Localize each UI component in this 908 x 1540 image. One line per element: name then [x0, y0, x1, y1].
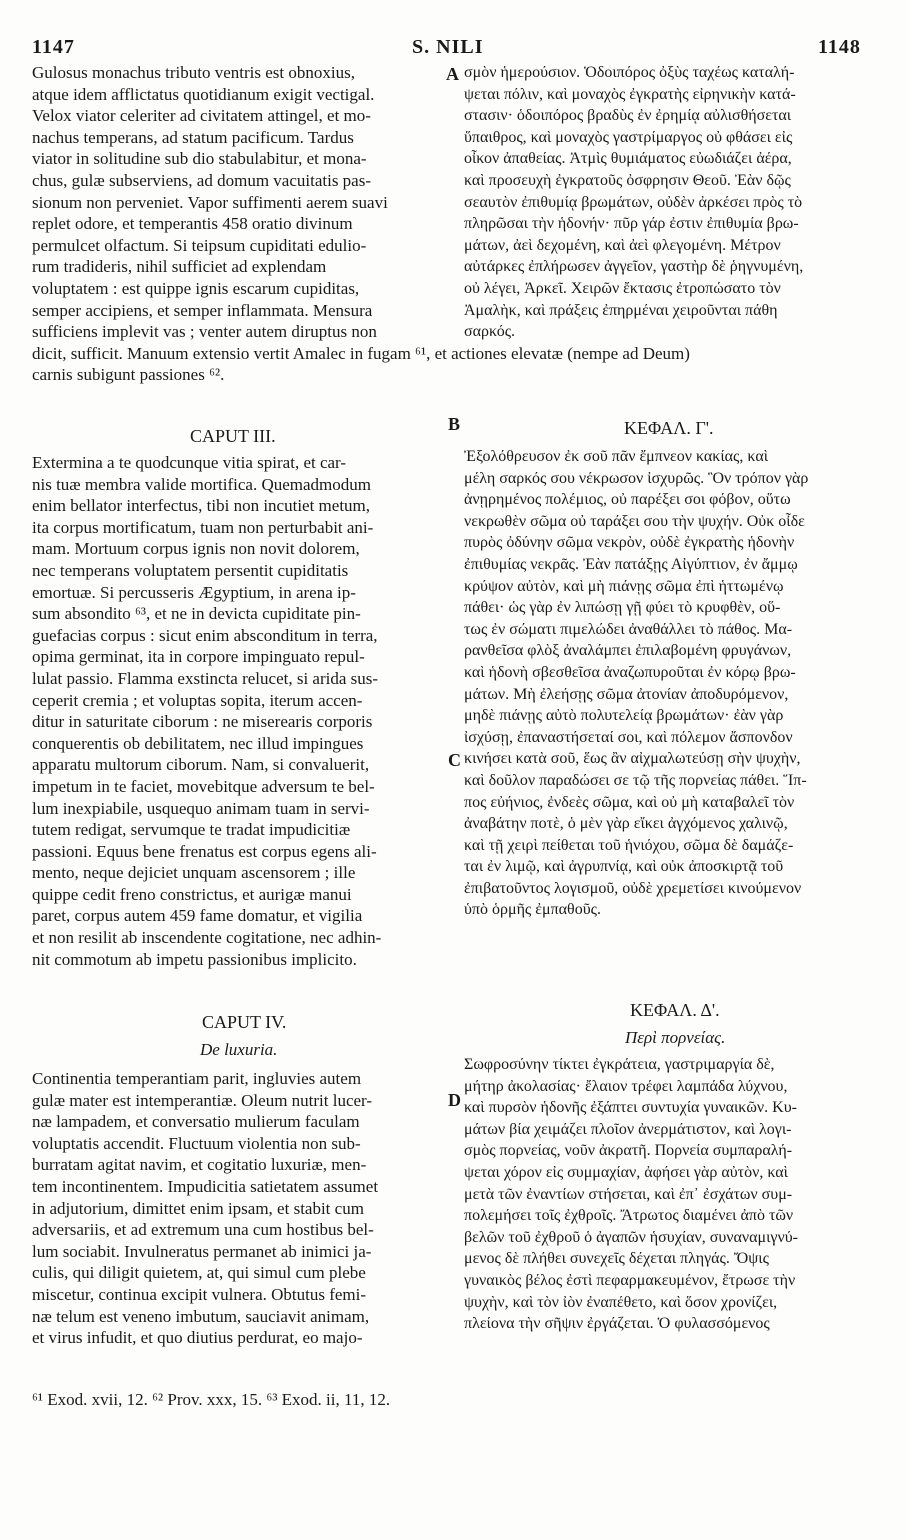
text-line: quippe cedit freno constrictus, et aurigæ manui [32, 884, 352, 904]
kefal-4-heading: ΚΕΦΑΛ. Δ'. [630, 1000, 720, 1020]
text-line: carnis subigunt passiones ⁶². [32, 365, 225, 385]
text-line: et non resilit ab inscendente cogitatione, nec adhin- [32, 928, 382, 948]
text-line: sum absondito ⁶³, et ne in devicta cupiditate pin- [32, 604, 361, 624]
text-line: μηδὲ πιάνῃς αὐτὸ πολυτελείᾳ βρωμάτων· ἐὰν γὰρ [464, 707, 784, 725]
text-line: ψεται χόρον εἰς συμμαχίαν, ἀφήσει γὰρ αὐτὸν, καὶ [464, 1163, 788, 1181]
text-line: βελῶν τοῦ ἐχθροῦ ὁ ἀγαπῶν ἡσυχίαν, συναναμιγνύ- [464, 1228, 798, 1246]
text-line: voluptatem : est quippe ignis escarum cupiditas, [32, 278, 360, 298]
caput-3-heading: CAPUT III. [190, 426, 276, 446]
text-line: sufficiens implevit vas ; venter autem diruptus non [32, 322, 377, 342]
text-line: permulcet olfactum. Si teipsum cupiditati edulio- [32, 235, 367, 255]
kefal-4-subtitle: Περὶ πορνείας. [625, 1028, 726, 1047]
greek-paragraph-1 [464, 62, 884, 343]
text-line: chus, gulæ subserviens, ad domum vacuitatis pas- [32, 170, 372, 190]
text-line: miscetur, continua excipit vulnera. Obtutus femi- [32, 1284, 367, 1304]
text-line: lulat passio. Flamma exstincta relucet, si arida sus- [32, 668, 379, 688]
running-title: S. NILI [412, 36, 484, 58]
margin-mark-a: A [446, 64, 459, 84]
text-line: passioni. Equus bene frenatus est corpus egens ali- [32, 841, 377, 861]
greek-paragraph-2 [464, 446, 884, 921]
text-line: replet odore, et temperantis 458 oratio divinum [32, 214, 353, 234]
text-line: gulæ mater est intemperantiæ. Oleum nutrit lucer- [32, 1090, 373, 1110]
text-line: apparatu multorum ciborum. Nam, si convaluerit, [32, 755, 370, 775]
text-line: ψεται πόλιν, καὶ μοναχὸς ἐγκρατὴς εἰρηνικὴν κατά- [464, 85, 796, 103]
text-line: κρύψον αὐτὸν, καὶ μὴ πιάνῃς σῶμα ἐπὶ ἡττωμένῳ [464, 577, 784, 595]
text-line: μήτηρ ἀκολασίας· ἔλαιον τρέφει λαμπάδα λύχνου, [464, 1077, 788, 1095]
text-line: Gulosus monachus tributo ventris est obnoxius, [32, 63, 355, 82]
margin-mark-c: C [448, 750, 461, 770]
text-line: ita corpus mortificatum, tuam non perturbabit ani- [32, 517, 374, 537]
text-line: πολεμήσει τοῖς ἐχθροῖς. Ἄτρωτος διαμένει ἀπὸ τῶν [464, 1207, 794, 1225]
text-line: αὐτάρκες ἐπλήρωσεν ἀγγεῖον, γαστὴρ δὲ ῥηγνυμένη, [464, 258, 804, 276]
text-line: οὐ λέγει, Ἀρκεῖ. Χειρῶν ἔκτασις ἐτροπώσατο τὸν [464, 279, 781, 297]
text-line: atque idem afflictatus quotidianum exigit vectigal. [32, 84, 375, 104]
text-line: viator in solitudine sub dio stabulabitur, et mona- [32, 149, 367, 169]
text-line: Ἐξολόθρευσον ἐκ σοῦ πᾶν ἔμπνεον κακίας, καὶ [464, 448, 768, 465]
margin-mark-b: B [448, 414, 461, 434]
text-line: πάθει· ὡς γὰρ ἐν λιπώσῃ γῇ φύει τὸ κρυφθὲν, οὕ- [464, 599, 781, 617]
text-line: ψυχὴν, καὶ τὸν ἰὸν ἐναπέθετο, καὶ ὅσον χρονίζει, [464, 1293, 778, 1311]
text-line: Continentia temperantiam parit, ingluvies autem [32, 1069, 362, 1088]
text-line: καὶ ἡδονὴ σβεσθεῖσα ἀναζωπυροῦται ἐν κόρῳ βρω- [464, 663, 796, 681]
text-line: ρανθεῖσα φλὸξ ἀναλάμπει ἐπιλαβομένη φρυγάνων, [464, 642, 792, 660]
text-line: impetum in te faciet, movebitque adversum te bel- [32, 776, 375, 796]
text-line: μέλη σαρκός σου νέκρωσον ἰσχυρῶς. Ὃν τρόπον γὰρ [464, 469, 809, 487]
footnotes: ⁶¹ Exod. xvii, 12. ⁶² Prov. xxx, 15. ⁶³ Exod. ii, 11, 12. [32, 1390, 391, 1409]
greek-paragraph-3 [464, 1054, 884, 1335]
text-line: μετὰ τῶν ἐναντίων στήσεται, καὶ ἐπ᾽ ἐσχάτων συμ- [464, 1185, 793, 1203]
kefal-3-heading: ΚΕΦΑΛ. Γ'. [624, 418, 714, 438]
text-line: rum tradideris, nihil sufficiet ad explendam [32, 257, 327, 277]
text-line: καὶ δοῦλον παραδώσει σε τῷ τῆς πορνείας πάθει. Ἵπ- [464, 771, 807, 789]
text-line: σμὸν ἡμερούσιον. Ὁδοιπόρος ὀξὺς ταχέως καταλή- [464, 64, 795, 81]
text-line: in adjutorium, dimittet enim ipsam, et stabit cum [32, 1198, 364, 1218]
text-line: mento, neque dejiciet unquam ascensorem ; ille [32, 863, 356, 883]
text-line: burratam agitat navim, et cogitatio luxuriæ, men- [32, 1155, 367, 1175]
text-line: næ lampadem, et conversatio mulierum faculam [32, 1112, 360, 1132]
text-line: nit commotum ab impetu passionibus implicito. [32, 949, 357, 969]
text-line: Σωφροσύνην τίκτει ἐγκράτεια, γαστριμαργία δὲ, [464, 1056, 775, 1073]
text-line: conquerentis ob debilitatem, nec illud impingues [32, 733, 364, 753]
text-line: lum sociabit. Invulneratus permanet ab inimici ja- [32, 1241, 372, 1261]
margin-mark-d: D [448, 1090, 461, 1110]
text-line: emortuæ. Si percusseris Ægyptium, in arena ip- [32, 582, 356, 602]
text-line: ται ἐν λιμῷ, καὶ ἀγρυπνίᾳ, καὶ οὐκ ἀποσκιρτᾷ τοῦ [464, 858, 784, 876]
text-line: paret, corpus autem 459 fame domatur, et vigilia [32, 906, 363, 926]
text-line: guefacias corpus : sicut enim absconditum in terra, [32, 625, 378, 645]
caput-4-heading: CAPUT IV. [202, 1012, 287, 1032]
text-line: νεκρωθὲν σῶμα οὐ ταράξει σου τὴν ψυχήν. Οὐκ οἶδε [464, 512, 805, 530]
text-line: nis tuæ membra valide mortifica. Quemadmodum [32, 474, 371, 494]
text-line: καὶ πυρσὸν ἡδονῆς ἐξάπτει συντυχία γυναικῶν. Κυ- [464, 1099, 797, 1117]
text-line: πλείονα τὴν σῆψιν ἐργάζεται. Ὁ φυλασσόμενος [464, 1315, 770, 1333]
text-line: ὑπὸ ὁρμῆς ἐμπαθοῦς. [464, 901, 601, 919]
text-line: ἀναβάτην ποτὲ, ὁ μὲν γὰρ εἴκει ἀγχόμενος χαλινῷ, [464, 815, 788, 833]
text-line: Extermina a te quodcunque vitia spirat, et car- [32, 453, 347, 472]
latin-paragraph-3 [32, 1068, 444, 1349]
text-line: οἶκον ἀπαθείας. Ἀτμὶς θυμιάματος εὐωδιάζει ἀέρα, [464, 150, 792, 168]
text-line: enim bellator interfectus, tibi non incutiet metum, [32, 496, 371, 516]
text-line: γυναικὸς βέλος ἐστὶ πεφαρμακευμένον, ἔτρωσε τὴν [464, 1271, 796, 1289]
text-line: μάτων βία χειμάζει πλοῖον ἀνερμάτιστον, καὶ λογι- [464, 1120, 792, 1138]
text-line: ἰσχύσῃ, ἐπαναστήσεταί σοι, καὶ πόλεμον ἄσπονδον [464, 728, 793, 746]
text-line: Ἀμαλὴκ, καὶ πράξεις ἐπηρμέναι χειροῦνται πάθη [464, 301, 778, 319]
text-line: καὶ τῇ χειρὶ πείθεται τοῦ ἡνιόχου, σῶμα δὲ δαμάζε- [464, 836, 794, 854]
text-line: mam. Mortuum corpus ignis non novit dolorem, [32, 539, 360, 559]
caput-4-subtitle: De luxuria. [200, 1040, 278, 1059]
text-line: dicit, sufficit. Manuum extensio vertit Amalec in fugam ⁶¹, et actiones elevatæ (nempe ad Deum) [32, 343, 690, 363]
text-line: σεαυτὸν ἐπιθυμίᾳ βρωμάτων, οὐδὲν ἀρκέσει πρὸς τὸ [464, 193, 803, 211]
text-line: ἐπιθυμίας νεκρᾶς. Ἐὰν πατάξῃς Αἰγύπτιον, ἐν ἄμμῳ [464, 555, 798, 573]
text-line: et virus infudit, et quo diutius perdurat, eo majo- [32, 1328, 363, 1348]
text-line: μενος δὲ πλήθει συνεχεῖς δέχεται πληγάς. Ὄψις [464, 1250, 769, 1268]
text-line: πυρὸς ὀδύνην σῶμα νεκρὸν, οὐδὲ ἐγκρατὴς ἡδονὴν [464, 534, 795, 552]
greek-column [464, 62, 884, 343]
text-line: nachus temperans, ad statum pacificum. Tardus [32, 127, 354, 147]
text-line: σμὸς πορνείας, νοῦν ἀκρατῆ. Πορνεία συμπαραλή- [464, 1142, 793, 1160]
text-line: semper accipiens, et semper inflammata. Mensura [32, 300, 373, 320]
text-line: πος εὐήνιος, ἐνδεὲς σῶμα, καὶ οὐ μὴ καταβαλεῖ τὸν [464, 793, 795, 811]
right-page-number: 1148 [818, 36, 861, 58]
text-line: tutem redigat, servumque te tradat impudicitiæ [32, 820, 351, 840]
text-line: Velox viator celeriter ad civitatem attingel, et mo- [32, 106, 371, 126]
text-line: καὶ προσευχὴ ἐγκρατοῦς ὀσφρησιν Θεοῦ. Ἐὰν δῷς [464, 171, 791, 189]
text-line: culis, qui diligit quietem, at, qui simul cum plebe [32, 1263, 366, 1283]
text-line: σαρκός. [464, 323, 516, 341]
text-line: στασιν· ὁδοιπόρος βραδὺς ἐν ἐρημίᾳ αὐλισθήσεται [464, 107, 792, 125]
latin-paragraph-2 [32, 452, 444, 970]
text-line: sionum non perveniet. Vapor suffimenti aerem suavi [32, 192, 388, 212]
text-line: næ telum est veneno imbutum, sauciavit animam, [32, 1306, 370, 1326]
text-line: μάτων, ἀεὶ δεχομένη, καὶ ἀεὶ φλεγομένη. Μέτρον [464, 236, 781, 254]
text-line: ceperit cremia ; et voluptas sopita, iterum accen- [32, 690, 363, 710]
text-line: lum inexpiabile, usquequo animam tuam in servi- [32, 798, 370, 818]
text-line: ὕπαιθρος, καὶ μοναχὸς γαστρίμαργος οὐ φθάσει εἰς [464, 128, 793, 146]
text-line: πληρῶσαι τὴν ἡδονήν· πῦρ γάρ ἐστιν ἐπιθυμία βρω- [464, 215, 799, 233]
text-line: adversariis, et ad extremum una cum hostibus bel- [32, 1220, 374, 1240]
text-line: ἐπιβατοῦντος λογισμοῦ, οὐδὲ χρεμετίσει κινούμενον [464, 879, 802, 897]
text-line: ditur in saturitate ciborum : ne miserearis corporis [32, 712, 373, 732]
text-line: tem incontinentem. Impudicitia satietatem assumet [32, 1176, 379, 1196]
text-line: ἀνῃρημένος πολέμιος, οὐ παρέξει σοι φόβον, οὕτω [464, 491, 791, 509]
text-line: voluptatis accendit. Fluctuum violentia non sub- [32, 1133, 361, 1153]
text-line: κινήσει κατὰ σοῦ, ἕως ἂν αἰχμαλωτεύσῃ σὴν ψυχὴν, [464, 750, 801, 768]
text-line: nec temperans voluptatem persentit cupiditatis [32, 560, 349, 580]
text-line: τως ἐν σώματι πιμελώδει ἀναθάλλει τὸ πάθος. Μα- [464, 620, 793, 638]
text-line: μάτων. Μὴ ἐλεήσῃς σῶμα ἀτονίαν ἀποδυρόμενον, [464, 685, 789, 703]
left-page-number: 1147 [32, 36, 75, 58]
text-line: opima germinat, ita in corpore impinguato repul- [32, 647, 365, 667]
